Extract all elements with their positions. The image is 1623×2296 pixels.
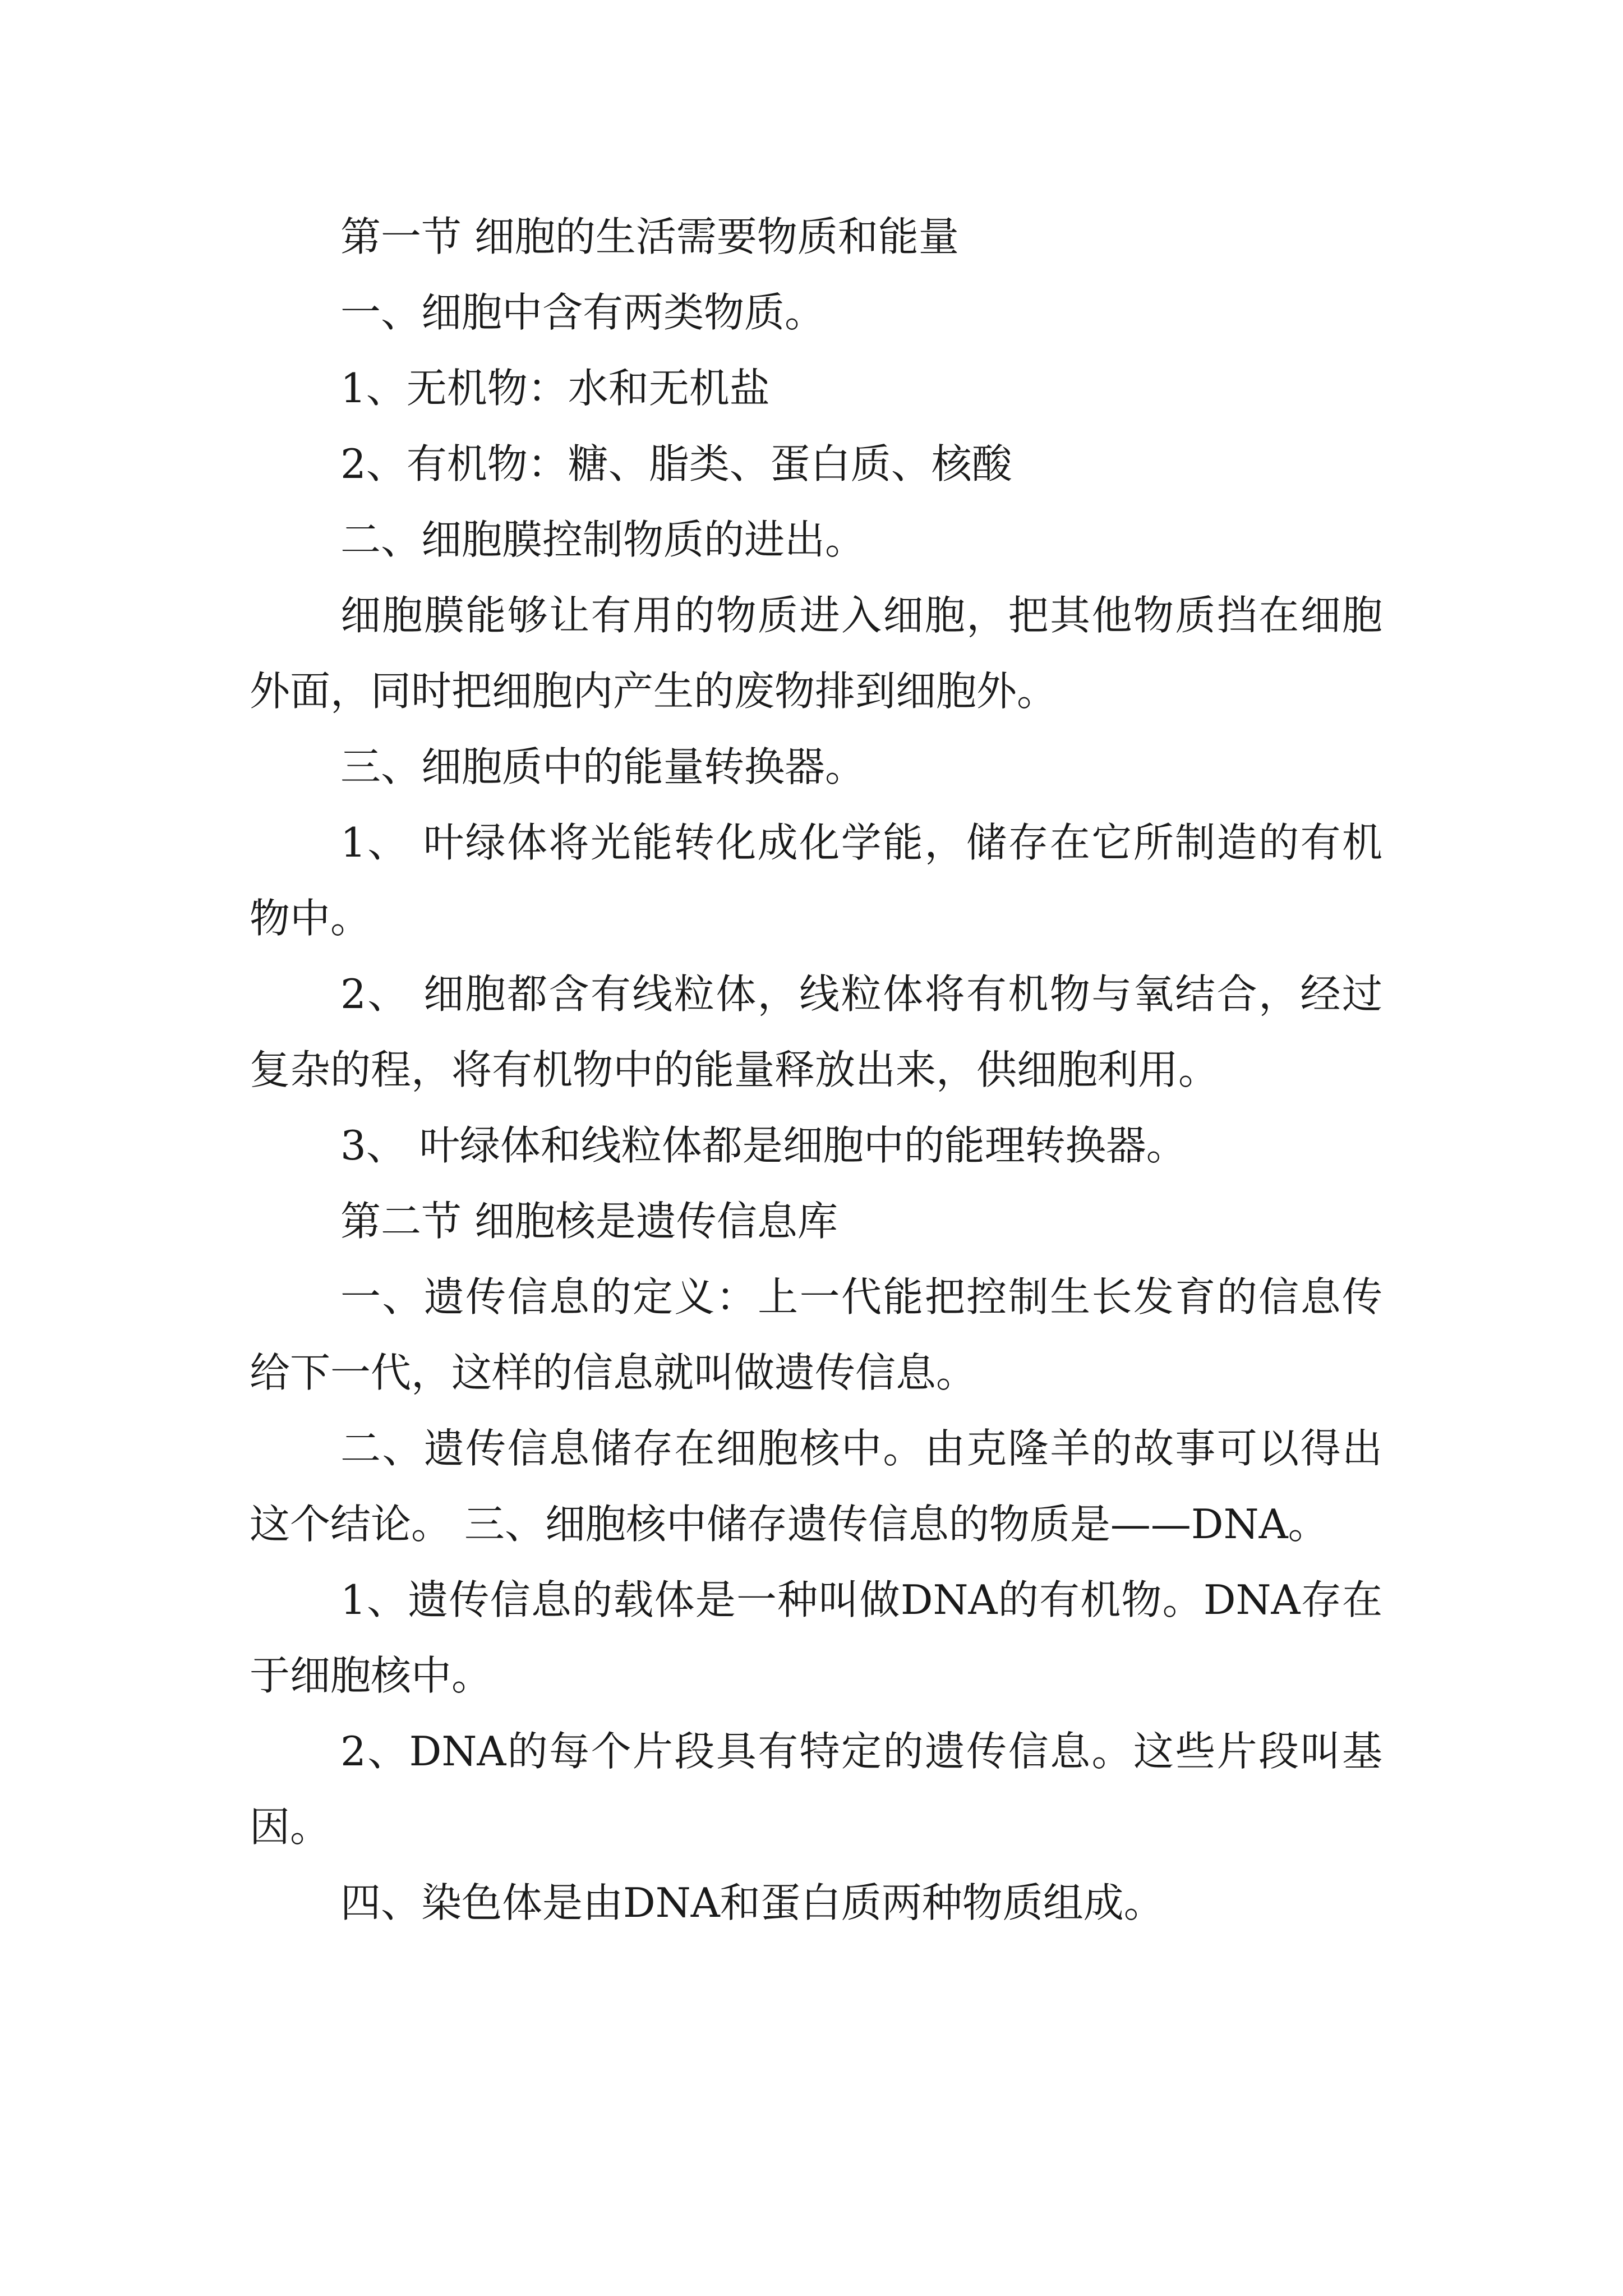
paragraph: 2、 细胞都含有线粒体，线粒体将有机物与氧结合，经过复杂的程，将有机物中的能量释放出来，供细胞利用。 [250, 970, 1382, 1093]
paragraph: 一、细胞中含有两类物质。 [340, 289, 826, 336]
paragraph: 一、遗传信息的定义：上一代能把控制生长发育的信息传给下一代，这样的信息就叫做遗传信息。 [250, 1273, 1382, 1396]
paragraph: 3、 叶绿体和线粒体都是细胞中的能理转换器。 [340, 1122, 1187, 1169]
paragraph: 四、染色体是由DNA和蛋白质两种物质组成。 [340, 1879, 1164, 1926]
paragraph: 1、 叶绿体将光能转化成化学能，储存在它所制造的有机物中。 [250, 819, 1382, 942]
paragraph: 二、遗传信息储存在细胞核中。由克隆羊的故事可以得出这个结论。 三、细胞核中储存遗传信息的物质是——DNA。 [250, 1425, 1382, 1548]
paragraph: 2、有机物：糖、脂类、蛋白质、核酸 [340, 440, 1012, 487]
paragraph: 2、DNA的每个片段具有特定的遗传信息。这些片段叫基因。 [250, 1728, 1382, 1851]
section-heading-2: 第二节 细胞核是遗传信息库 [340, 1198, 838, 1245]
paragraph: 三、细胞质中的能量转换器。 [340, 743, 866, 790]
paragraph: 二、细胞膜控制物质的进出。 [340, 516, 866, 563]
section-heading-1: 第一节 细胞的生活需要物质和能量 [340, 213, 959, 260]
paragraph: 细胞膜能够让有用的物质进入细胞，把其他物质挡在细胞外面，同时把细胞内产生的废物排到细胞外。 [250, 592, 1382, 715]
document-body [250, 199, 1382, 1941]
paragraph: 1、无机物：水和无机盐 [340, 365, 770, 412]
paragraph: 1、遗传信息的载体是一种叫做DNA的有机物。DNA存在于细胞核中。 [250, 1576, 1382, 1699]
